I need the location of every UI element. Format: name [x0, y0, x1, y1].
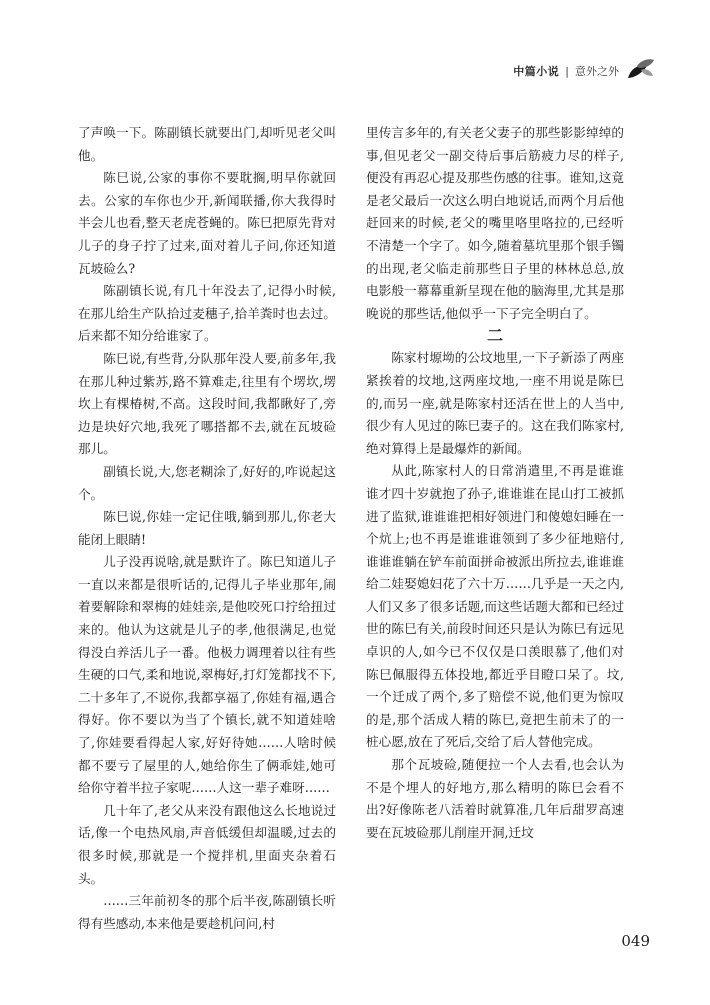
paragraph: 陈家村塬坳的公坟地里,一下子新添了两座紧挨着的坟地,这两座坟地,一座不用说是陈巳的,而另一座,就是陈家村还活在世上的人当中,很少有人见过的陈巳妻子的。这在我们陈家村,绝对算得上是最爆炸的新闻。 [366, 350, 624, 456]
right-column-top [366, 122, 624, 325]
paragraph: 陈副镇长说,有几十年没去了,记得小时候,在那儿给生产队拾过麦穗子,拾羊粪时也去过。后来都不知分给谁家了。 [78, 283, 336, 344]
paragraph: 儿子没再说啥,就是默许了。陈巳知道儿子一直以来都是很听话的,记得儿子毕业那年,闹着要解除和翠梅的娃娃亲,是他咬死口拧给扭过来的。他认为这就是儿子的孝,他很满足,也觉得没白养活儿子一番。他极力调理着以往有些生硬的口气,柔和地说,翠梅好,打灯笼都找不下,二十多年了,不说你,我都享福了,你娃有福,遇合得好。你不要以为当了个镇长,就不知道娃啥了,你娃要看得起人家,好好待她……人啥时候都不要亏了屋里的人,她给你生了俩乖娃,她可给你守着半拉子家呢……人这一辈子难呀…… [78, 554, 336, 796]
paragraph: 陈巳说,公家的事你不要耽搁,明早你就回去。公家的车你也少开,新闻联播,你大我得时半会儿也看,整天老虎苍蝇的。陈巳把原先背对儿子的身子拧了过来,面对着儿子问,你还知道瓦坡硷么? [78, 170, 336, 276]
paragraph: 陈巳说,你娃一定记住哦,躺到那儿,你老大能闭上眼睛! [78, 509, 336, 547]
page-number: 049 [621, 932, 650, 950]
page-header [513, 56, 655, 86]
right-column-bottom [366, 347, 624, 844]
paragraph: 副镇长说,大,您老糊涂了,好好的,咋说起这个。 [78, 463, 336, 502]
section-label: 中篇小说 [513, 65, 560, 78]
paragraph: 了声唤一下。陈副镇长就要出门,却听见老父叫他。 [78, 125, 336, 163]
paragraph: 从此,陈家村人的日常消遣里,不再是谁谁谁才四十岁就抱了孙子,谁谁谁在昆山打工被抓进了监狱,谁谁谁把相好领进门和傻媳妇睡在一个炕上;也不再是谁谁谁领到了多少征地赔付,谁谁谁躺在铲车前面拼命被派出所拉去,谁谁谁给二娃娶媳妇花了六十万……几乎是一天之内,人们又多了很多话题,而这些话题大都和已经过世的陈巳有关,前段时间还只是认为陈巳有远见卓识的人,如今已不仅仅是口羡眼慕了,他们对陈巳佩服得五体投地,都近乎目瞪口呆了。坟,一个迁成了两个,多了赔偿不说,他们更为惊叹的是,那个活成人精的陈巳,竟把生前未了的一桩心愿,放在了死后,交给了后人替他完成。 [366, 463, 624, 750]
paragraph: 里传言多年的,有关老父妻子的那些影影绰绰的事,但见老父一副交待后事后筋疲力尽的样子,便没有再忍心提及那些伤感的往事。谁知,这竟是老父最后一次这么明白地说话,而两个月后他赶回来的时候,老父的嘴里咯里咯拉的,已经听不清楚一个字了。如今,随着墓坑里那个银手镯的出现,老父临走前那些日子里的林林总总,放电影般一幕幕重新呈现在他的脑海里,尤其是那晚说的那些话,他似乎一下子完全明白了。 [366, 125, 624, 321]
right-column [366, 122, 624, 844]
paragraph: ……三年前初冬的那个后半夜,陈副镇长听得有些感动,本来他是要趁机问问,村 [78, 893, 336, 931]
section-number: 二 [486, 326, 503, 346]
paragraph: 陈巳说,有些背,分队那年没人要,前多年,我在那儿种过紫苏,路不算难走,往里有个塄坎,塄坎上有棵椿树,不高。这段时间,我都瞅好了,旁边是块好穴地,我死了哪搭都不去,就在瓦坡硷那儿。 [78, 350, 336, 457]
paragraph: 那个瓦坡硷,随便拉一个人去看,也会认为不是个埋人的好地方,那么精明的陈巳会看不出?好像陈老八活着时就算准,几年后甜罗高速要在瓦坡硷那儿削崖开洞,迁坟 [366, 757, 624, 840]
paragraph: 几十年了,老父从来没有跟他这么长地说过话,像一个电热风扇,声音低缓但却温暖,过去的很多时候,那就是一个搅拌机,里面夹杂着石头。 [78, 802, 336, 886]
column-title: 意外之外 [575, 65, 619, 78]
left-column [78, 122, 336, 935]
leaf-logo-icon [625, 56, 655, 86]
header-separator: | [565, 64, 569, 78]
